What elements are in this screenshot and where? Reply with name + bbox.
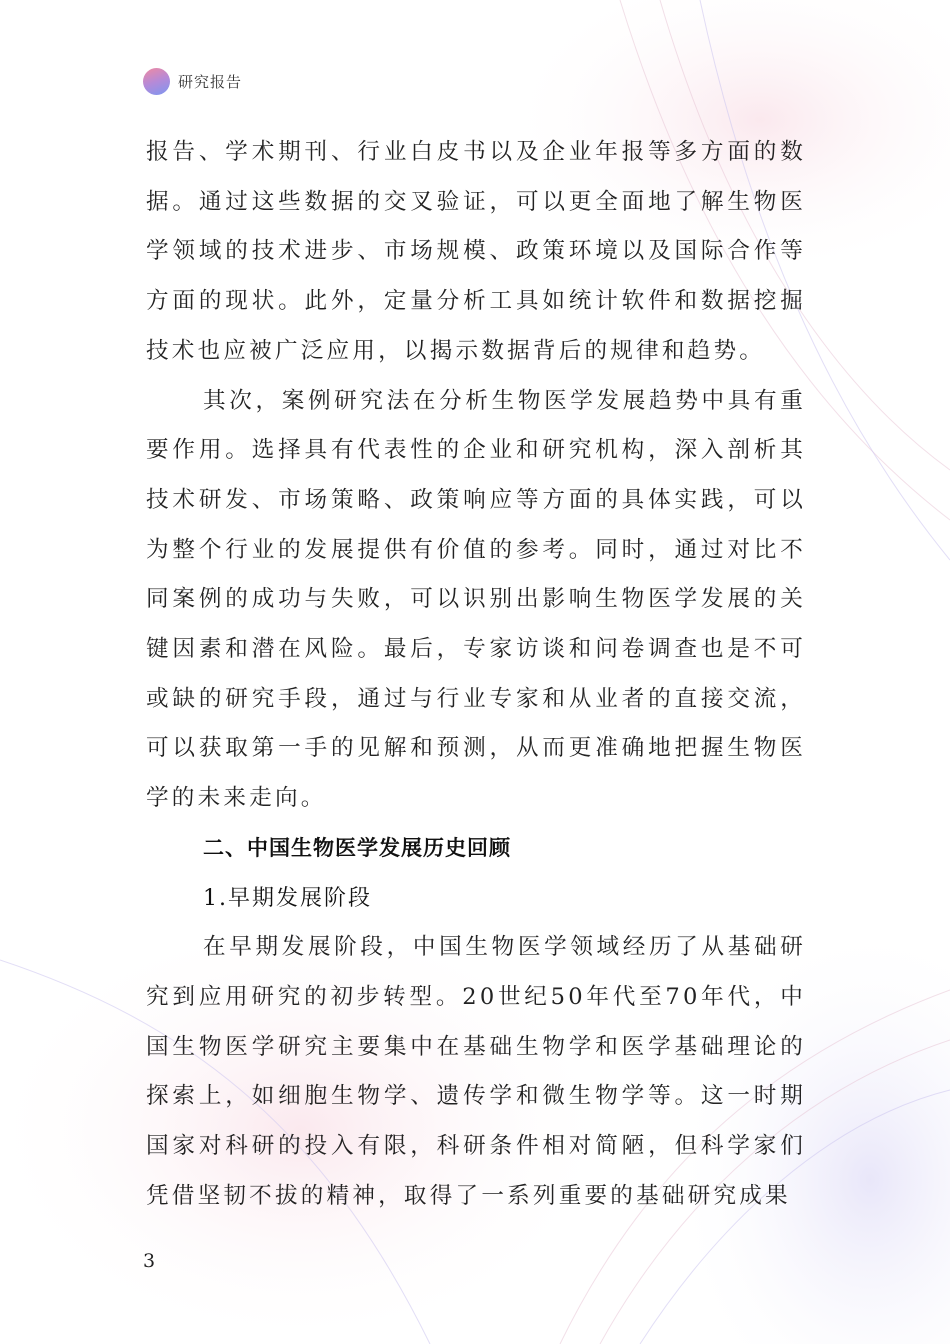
page-header (143, 66, 242, 96)
header-title: 研究报告 (178, 72, 243, 91)
logo-circle-icon (143, 68, 170, 95)
paragraph: 在早期发展阶段，中国生物医学领域经历了从基础研究到应用研究的初步转型。20世纪50年代至70年代，中国生物医学研究主要集中在基础生物学和医学基础理论的探索上，如细胞生物学、遗传学和微生物学等。这一时期国家对科研的投入有限，科研条件相对简陋，但科学家们凭借坚韧不拔的精神，取得了一系列重要的基础研究成果 (146, 934, 806, 1209)
section-heading: 二、中国生物医学发展历史回顾 (203, 835, 511, 860)
paragraph: 其次，案例研究法在分析生物医学发展趋势中具有重要作用。选择具有代表性的企业和研究机构，深入剖析其技术研发、市场策略、政策响应等方面的具体实践，可以为整个行业的发展提供有价值的参考。同时，通过对比不同案例的成功与失败，可以识别出影响生物医学发展的关键因素和潜在风险。最后，专家访谈和问卷调查也是不可或缺的研究手段，通过与行业专家和从业者的直接交流，可以获取第一手的见解和预测，从而更准确地把握生物医学的未来走向。 (146, 387, 806, 812)
paragraph: 报告、学术期刊、行业白皮书以及企业年报等多方面的数据。通过这些数据的交叉验证，可以更全面地了解生物医学领域的技术进步、市场规模、政策环境以及国际合作等方面的现状。此外，定量分析工具如统计软件和数据挖掘技术也应被广泛应用，以揭示数据背后的规律和趋势。 (146, 139, 806, 364)
subsection-heading: 1.早期发展阶段 (203, 885, 372, 911)
page-number: 3 (143, 1250, 156, 1272)
document-body (146, 128, 806, 1221)
